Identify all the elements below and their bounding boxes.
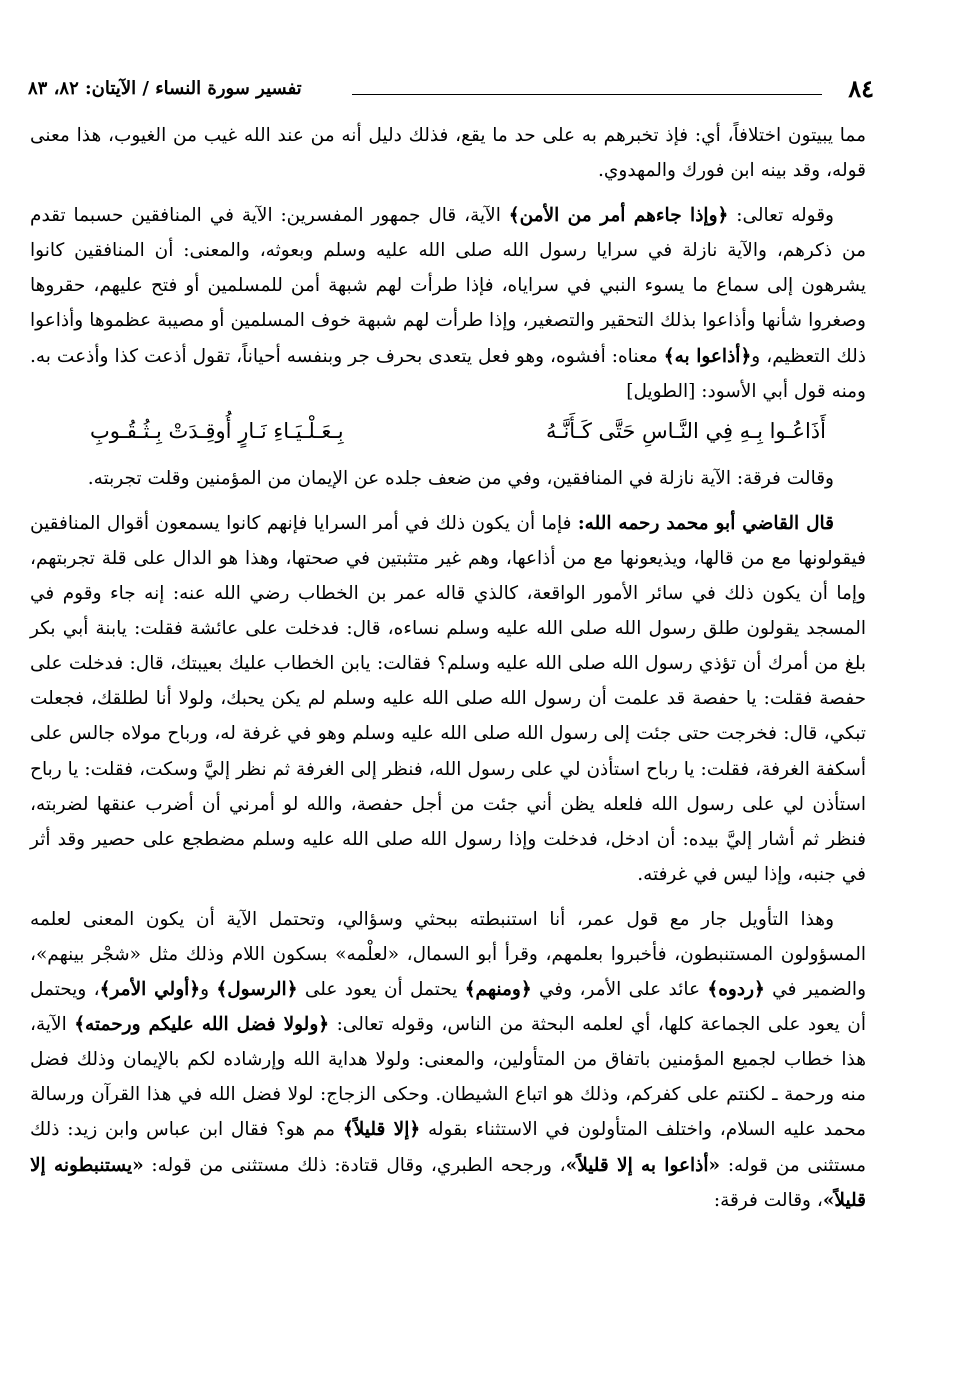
p5-quote-7: «أذاعوا به إلا قليلاً» [565, 1154, 721, 1176]
p5-quote-5: ﴿ولولا فضل الله عليكم ورحمته﴾ [74, 1014, 330, 1036]
p4-text: فإما أن يكون ذلك في أمر السرايا فإنهم كانوا يسمعون أقوال المنافقين فيقولونها مع من قالها، ويذيعونها مع من أذاعها، وهم غير متثبتين في صحتها، وهذا هو الدال على قلة تجربتهم، وإما أن يكون ذلك في سائر الأمور الواقعة، كالذي قاله عمر بن الخطاب رضي الله عنه: إنه جاء وقوم في المسجد يقولون طلق رسول الله صلى الله عليه وسلم نساءه، قال: فدخلت على عائشة فقلت: يابنة أبي بكر بلغ من أمرك أن تؤذي رسول الله صلى الله عليه وسلم؟ فقالت: يابن الخطاب عليك بعيبتك، قال: فدخلت على حفصة فقلت: يا حفصة قد علمت أن رسول الله صلى الله عليه وسلم لم يكن يحبك، ولولا أنا لطلقك، فجعلت تبكي، قال: فخرجت حتى جئت إلى رسول الله صلى الله عليه وسلم وهو في غرفة له، ورباح مولاه جالس على أسكفة الغرفة، فقلت: يا رباح استأذن لي على رسول الله، فنظر إلى الغرفة ثم نظر إليَّ وسكت، فقلت: يا رباح استأذن لي على رسول الله فلعله يظن أني جئت من أجل حفصة، والله لو أمرني أن أضرب عنقها لضربته، فنظر ثم أشار إليَّ بيده: أن ادخل، فدخلت وإذا رسول الله صلى الله عليه وسلم مضطجع على حصير وقد أثر في جنبه، وإذا ليس في غرفته. [30, 512, 867, 885]
paragraph-4 [30, 506, 866, 892]
p5-c: يحتمل أن يعود على [297, 979, 465, 1001]
p2-end: معناه: أفشوه، وهو فعل يتعدى بحرف جر وبنفسه أحياناً، تقول أذعت كذا وأذعت به. ومنه قول أبي الأسود: [الطويل] [30, 345, 866, 402]
header-rule [352, 94, 822, 95]
p5-e: ، ويحتمل أن يعود على الجماعة كلها، أي لعلمه البحثة من الناس، وقوله تعالى: [30, 979, 866, 1036]
verse-first-hemistich: أَذَاعُـوا بِـهِ فِي النَّـاسِ حَتَّى كَـأَنَّـهُ [546, 418, 826, 443]
paragraph-3: وقالت فرقة: الآية نازلة في المنافقين، وفي من ضعف جلده عن الإيمان من المؤمنين وقلت تجربته. [87, 467, 834, 489]
p5-b: عائد على الأمر، وفي [531, 979, 708, 1001]
page-header [28, 68, 874, 108]
p5-a: وهذا التأويل جار مع قول عمر، أنا استنبطته ببحثي وسؤالي، وتحتمل الآية أن يكون المعنى لعلمه المسؤولون المستنبطون، فأخبروا بعلمهم، وقرأ أبو السمال، «لعلْمه» بسكون اللام وذلك مثل «شجْر بينهم»، والضمير في [30, 908, 867, 1001]
p5-f: الآية، هذا خطاب لجميع المؤمنين باتفاق من المتأولين، والمعنى: ولولا هداية الله وإرشاده لكم بالإيمان وذلك فضل منه ورحمة ـ لكنتم على كفركم، وذلك هو اتباع الشيطان. وحكى الزجاج: لولا فضل الله في هذا القرآن ورسالة محمد عليه السلام، واختلف المتأولون في الاستثناء بقوله [30, 1014, 867, 1141]
p2-quran-quote-2: ﴿أذاعوا به﴾ [663, 345, 752, 367]
p5-g: مم هو؟ فقال ابن عباس وابن زيد: ذلك مستثنى من قوله: [30, 1119, 866, 1176]
p5-quote-1: ﴿ردوه﴾ [707, 979, 765, 1001]
p5-quote-8: «يستنبطونه إلا قليلاً» [30, 1154, 866, 1211]
p2-intro: وقوله تعالى: [736, 205, 834, 227]
running-title: تفسير سورة النساء / الآيتان: ٨٢، ٨٣ [28, 78, 302, 99]
p4-heading: قال القاضي أبو محمد رحمه الله: [577, 512, 834, 534]
paragraph-5 [30, 902, 866, 1218]
p5-h: ، ورجحه الطبري، وقال قتادة: ذلك مستثنى من قوله: [143, 1154, 566, 1176]
paragraph-1: مما يبيتون اختلافاً، أي: فإذ تخبرهم به على حد ما يقع، فذلك دليل أنه من عند الله غيب من الغيوب، هذا معنى قوله، وقد بينه ابن فورك والمهدوي. [30, 125, 866, 182]
p5-quote-3: ﴿الرسول﴾ [216, 979, 298, 1001]
p5-quote-6: ﴿إلا قليلاً﴾ [342, 1119, 421, 1141]
paragraph-2 [30, 198, 866, 409]
poetry-verse [30, 411, 866, 451]
p2-quran-quote: ﴿وإذا جاءهم أمر من الأمن﴾ [508, 205, 729, 227]
verse-second-hemistich: بِـعَـلْـيَـاءِ نَـارٍ أُوقِـدَتْ بِـثُـقُـوبِ [90, 418, 344, 443]
page-body [30, 118, 866, 1218]
p2-mid: الآية، قال جمهور المفسرين: الآية في المنافقين حسبما تقدم من ذكرهم، والآية نازلة في سرايا رسول الله صلى الله عليه وسلم وبعوثه، والمعنى: أن المنافقين كانوا يشرهون إلى سماع ما يسوء النبي في سراياه، فإذا طرأت لهم شبهة أمن للمسلمين أو فتح عليهم، حقروها وصغروا شأنها وأذاعوا بذلك التحقير والتصغير، وإذا طرأت لهم شبهة خوف المسلمين أو مصيبة عظموها وأذاعوا ذلك التعظيم، و [30, 205, 866, 367]
p5-quote-4: ﴿أولي الأمر﴾ [99, 979, 201, 1001]
p5-quote-2: ﴿ومنهم﴾ [464, 979, 532, 1001]
page-number: ٨٤ [848, 74, 874, 103]
p5-i: ، وقالت فرقة: [713, 1189, 823, 1211]
p5-d: و [200, 979, 217, 1001]
